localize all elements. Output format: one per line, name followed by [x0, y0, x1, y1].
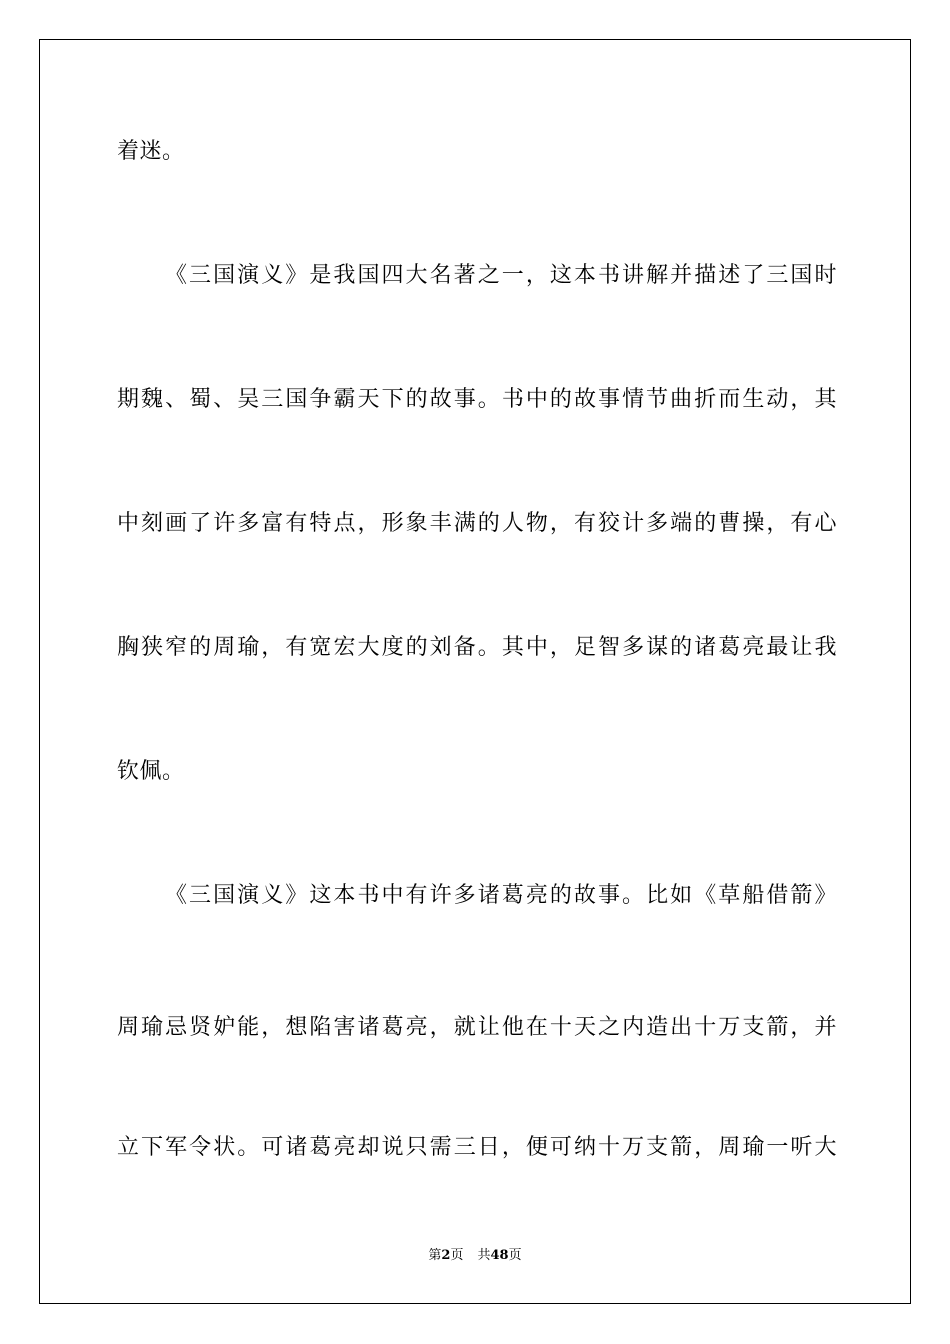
- text-line: 钦佩。: [117, 759, 185, 784]
- text-line: 着迷。: [117, 139, 185, 164]
- page-border: [39, 39, 911, 1304]
- text-line: 期魏、蜀、吴三国争霸天下的故事。书中的故事情节曲折而生动，其: [117, 387, 837, 412]
- page-number: 2: [441, 1248, 451, 1263]
- total-suffix: 页: [508, 1248, 522, 1263]
- page-prefix: 第: [428, 1248, 442, 1263]
- text-line: 中刻画了许多富有特点，形象丰满的人物，有狡计多端的曹操，有心: [117, 511, 837, 536]
- total-pages: 48: [490, 1248, 509, 1263]
- total-prefix: 共: [477, 1248, 491, 1263]
- text-line: 胸狭窄的周瑜，有宽宏大度的刘备。其中，足智多谋的诸葛亮最让我: [117, 635, 837, 660]
- text-line: 《三国演义》是我国四大名著之一，这本书讲解并描述了三国时: [165, 263, 837, 288]
- text-line: 《三国演义》这本书中有许多诸葛亮的故事。比如《草船借箭》: [165, 883, 837, 908]
- page-footer: [0, 1247, 950, 1265]
- text-line: 立下军令状。可诸葛亮却说只需三日，便可纳十万支箭，周瑜一听大: [117, 1135, 837, 1160]
- text-line: 周瑜忌贤妒能，想陷害诸葛亮，就让他在十天之内造出十万支箭，并: [117, 1015, 837, 1040]
- page-suffix: 页: [450, 1248, 464, 1263]
